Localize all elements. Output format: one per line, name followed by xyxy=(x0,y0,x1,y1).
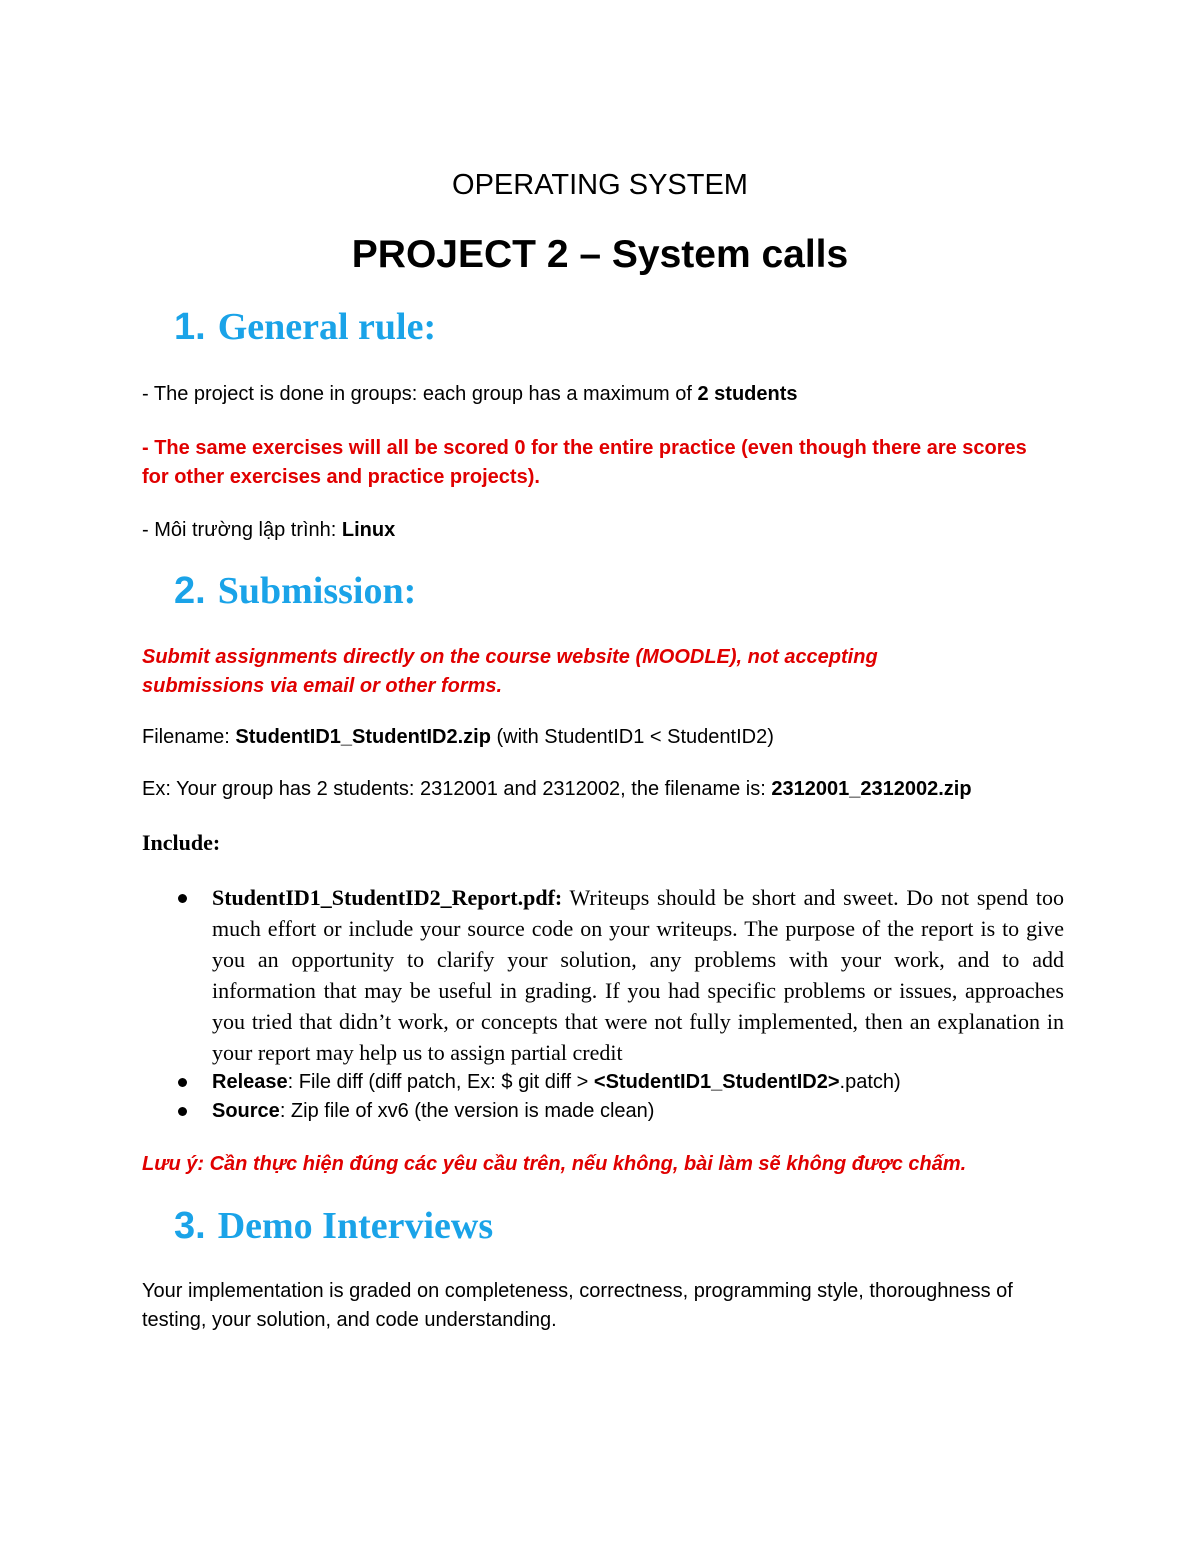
filename-rule xyxy=(142,723,1067,752)
include-label: Include: xyxy=(142,830,221,855)
programming-environment xyxy=(142,516,1067,545)
bullet-icon xyxy=(178,1107,187,1116)
bullet-icon xyxy=(178,894,187,903)
group-rule-text: - The project is done in groups: each group has a maximum of xyxy=(142,383,698,405)
item-label: StudentID1_StudentID2_Report.pdf: xyxy=(212,885,563,910)
filename-value: StudentID1_StudentID2.zip xyxy=(235,726,491,748)
environment-value: Linux xyxy=(341,519,396,541)
section-title: Submission: xyxy=(217,570,417,612)
environment-label: - Môi trường lập trình: xyxy=(142,519,342,541)
item-text: Writeups should be short and sweet. Do not spend too much effort or include your source code on your writeups. The purpose of the report is to give you an opportunity to clarify your solution, any problems with your work, and to add information that may be useful in grading. If you had specific problems or issues, approaches you tried that didn’t work, or concepts that were not fully implemented, then an explanation in your report may help us to assign partial credit xyxy=(212,885,1064,1065)
group-rule-bold: 2 students xyxy=(697,383,798,405)
item-text-after: .patch) xyxy=(839,1071,901,1093)
item-label: Release xyxy=(212,1071,288,1093)
list-item xyxy=(174,1097,1064,1126)
item-bold-part: <StudentID1_StudentID2> xyxy=(593,1071,840,1093)
section-number: 3. xyxy=(174,1205,206,1247)
project-title: PROJECT 2 – System calls xyxy=(351,233,849,276)
section-heading-demo-interviews xyxy=(174,1203,493,1249)
section-heading-general-rule xyxy=(174,304,436,350)
example-text: Ex: Your group has 2 students: 2312001 and 2312002, the filename is: xyxy=(142,778,772,800)
vietnamese-note: Lưu ý: Cần thực hiện đúng các yêu cầu trên, nếu không, bài làm sẽ không được chấm. xyxy=(142,1153,967,1175)
item-text: : File diff (diff patch, Ex: $ git diff > xyxy=(287,1071,594,1093)
section-title: Demo Interviews xyxy=(217,1205,494,1247)
section-title: General rule: xyxy=(217,306,437,348)
demo-description: Your implementation is graded on completeness, correctness, programming style, thoroughness of testing, your solution, and code understanding. xyxy=(142,1280,1013,1331)
list-item xyxy=(174,882,1064,1068)
section-number: 1. xyxy=(174,306,206,348)
section-heading-submission xyxy=(174,568,416,614)
item-label: Source xyxy=(212,1100,280,1122)
include-list xyxy=(174,882,1064,1126)
course-title: OPERATING SYSTEM xyxy=(452,169,748,201)
example-value: 2312001_2312002.zip xyxy=(771,778,972,800)
filename-label: Filename: xyxy=(142,726,236,748)
item-text: : Zip file of xv6 (the version is made clean) xyxy=(279,1100,655,1122)
list-item xyxy=(174,1068,1064,1097)
group-rule xyxy=(142,380,1067,409)
bullet-icon xyxy=(178,1078,187,1087)
filename-example xyxy=(142,775,1067,804)
submission-notice: Submit assignments directly on the course website (MOODLE), not accepting submissions via email or other forms. xyxy=(142,646,878,697)
plagiarism-warning: - The same exercises will all be scored 0 for the entire practice (even though there are scores for other exercises and practice projects). xyxy=(142,437,1027,488)
filename-note: (with StudentID1 < StudentID2) xyxy=(490,726,774,748)
section-number: 2. xyxy=(174,570,206,612)
